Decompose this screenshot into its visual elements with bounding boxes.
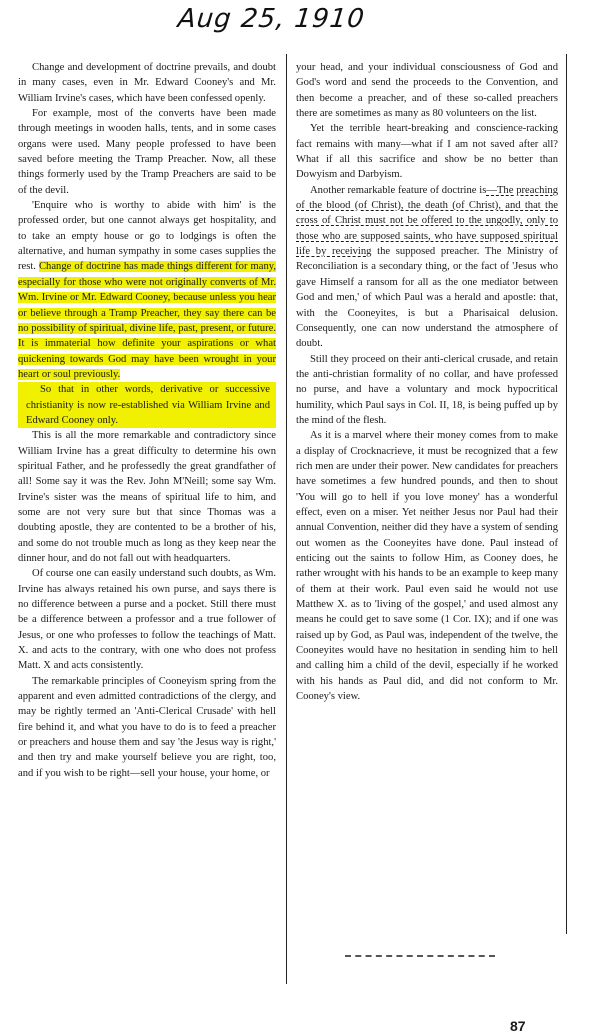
paragraph: The remarkable principles of Cooneyism spring from the apparent and even admitted contradictions of the clergy, and may be rightly termed an 'Anti-Clerical Crusade' with hell fire behind it, and what you have to do is to feed a preacher or preachers and house them and say 'the Jesus way is right,' and then try and make yourself believe you are right, too, and if you wish to be right—sell your house, your home, or [18, 675, 276, 779]
paragraph: your head, and your individual consciousness of God and God's word and send the proceeds to the Convention, and then become a preacher, and of these so-called preachers there are sometimes as many as 80 volunteers on the list. [296, 62, 558, 120]
paragraph: This is all the more remarkable and contradictory since William Irvine has a great difficulty to determine his own spiritual Father, and he professedly the great grandfather of all! Some say it was the Rev. John M'Neill; some say Wm. Irvine's sister was the means of spiritual life to him, and some are not very sure but that since Thomas was a doubting apostle, they are contented to be a brother of his, and some do not trouble much as long as they keep near the dinner hour, and do not fall out with headquarters. [18, 430, 276, 564]
page-number: 87 [510, 1018, 526, 1034]
section-separator [345, 955, 495, 957]
paragraph-doctrine [296, 183, 558, 352]
highlighted-paragraph: So that in other words, derivative or successive christianity is now re-established via William Irvine and Edward Cooney only. [18, 382, 276, 428]
paragraph: Change and development of doctrine prevails, and doubt in many cases, even in Mr. Edward Cooney's and Mr. William Irvine's cases, which have been confessed openly. [18, 62, 276, 104]
right-border-rule [566, 54, 567, 934]
paragraph: For example, most of the converts have been made through meetings in wooden halls, tents, and in some cases organs were used. Many people professed to have been saved before meeting the Tramp Preacher. Now, all these things formerly used by the Tramp Preachers are said to be of the devil. [18, 108, 276, 196]
paragraph-hospitality [18, 198, 276, 382]
plain-text: the supposed preacher. The Ministry of Reconciliation is a secondary thing, or the fact of 'Jesus who gave Himself a ransom for all as the one mediator between God and men,' of which Paul was a herald and apostle: that, with the Cooneyites, is but a Pharisaical delusion. Consequently, one can now understand the atmosphere of doubt. [296, 246, 558, 350]
highlighted-passage: Change of doctrine has made things different for many, especially for those who were not originally converts of Mr. Wm. Irvine or Mr. Edward Cooney, because unless you hear or believe through a Tramp Preacher, they say there can be no possibility of spiritual, divine life, past, present, or future. It is immaterial how definite your aspirations or what quickening towards God may have been wrought in your heart or soul previously. [18, 261, 276, 380]
paragraph: Still they proceed on their anti-clerical crusade, and retain the anti-christian formality of no collar, and have professed no purse, and have a voluntary and mock hypocritical humility, which Paul says in Col. II, 18, is being puffed up by the mind of the flesh. [296, 353, 558, 426]
paragraph: Of course one can easily understand such doubts, as Wm. Irvine has always retained his own purse, and says there is no difference between a purse and a pocket. Still there must be a difference between a professor and a true follower of Jesus, or one who professes to follow the teachings of Matt. X. and acts to the contrary, with one who does not profess Matt. X and acts consistently. [18, 568, 276, 672]
column-divider [286, 54, 287, 984]
left-column [18, 60, 276, 781]
handwritten-date: Aug 25, 1910 [176, 4, 367, 34]
right-column [296, 60, 558, 704]
plain-text: 'Enquire who is worthy to abide with him' is the professed order, but one cannot always get hospitality, and to take an empty house or go to lodgings is often the alternative, and human sympathy in some cases supplies the rest. [18, 200, 276, 273]
underlined-passage: —The preaching of the blood (of Christ), the death (of Christ), and that the cross of Christ must not be offered to the ungodly, only to those who are supposed saints, who have supposed spiritual life by receiving [296, 184, 558, 258]
paragraph: As it is a marvel where their money comes from to make a display of Crocknacrieve, it must be recognized that a few rich men are under their power. New candidates for preachers have sometimes a few hundred pounds, and then to shout 'You will go to hell if you love money' has a wonderful effect, even on a miser. Yet neither Jesus nor Paul had their annual Convention, neither did they have a system of sending out women as the Cooneyites have done. Paul instead of enticing out the saints to follow Him, as Cooney does, he rather wrought with his hands to be an example to keep many of them at their work. Paul even said he would not use Matthew X. as to 'living of the gospel,' and used almost any means he could get to save some (1 Cor. IX); and if one was raised up by God, as Paul was, independent of the twelve, the Cooneyites would have no hesitation in sending him to hell and calling him a child of the devil, especially if he worked with his hands as Paul did, and did not conform to Mr. Cooney's view. [296, 430, 558, 703]
plain-text: Another remarkable feature of doctrine is [310, 184, 487, 196]
paragraph: Yet the terrible heart-breaking and conscience-racking fact remains with many—what if I am not saved after all? What if all this sacrifice and show be no better than Dowyism and Darbyism. [296, 123, 558, 181]
